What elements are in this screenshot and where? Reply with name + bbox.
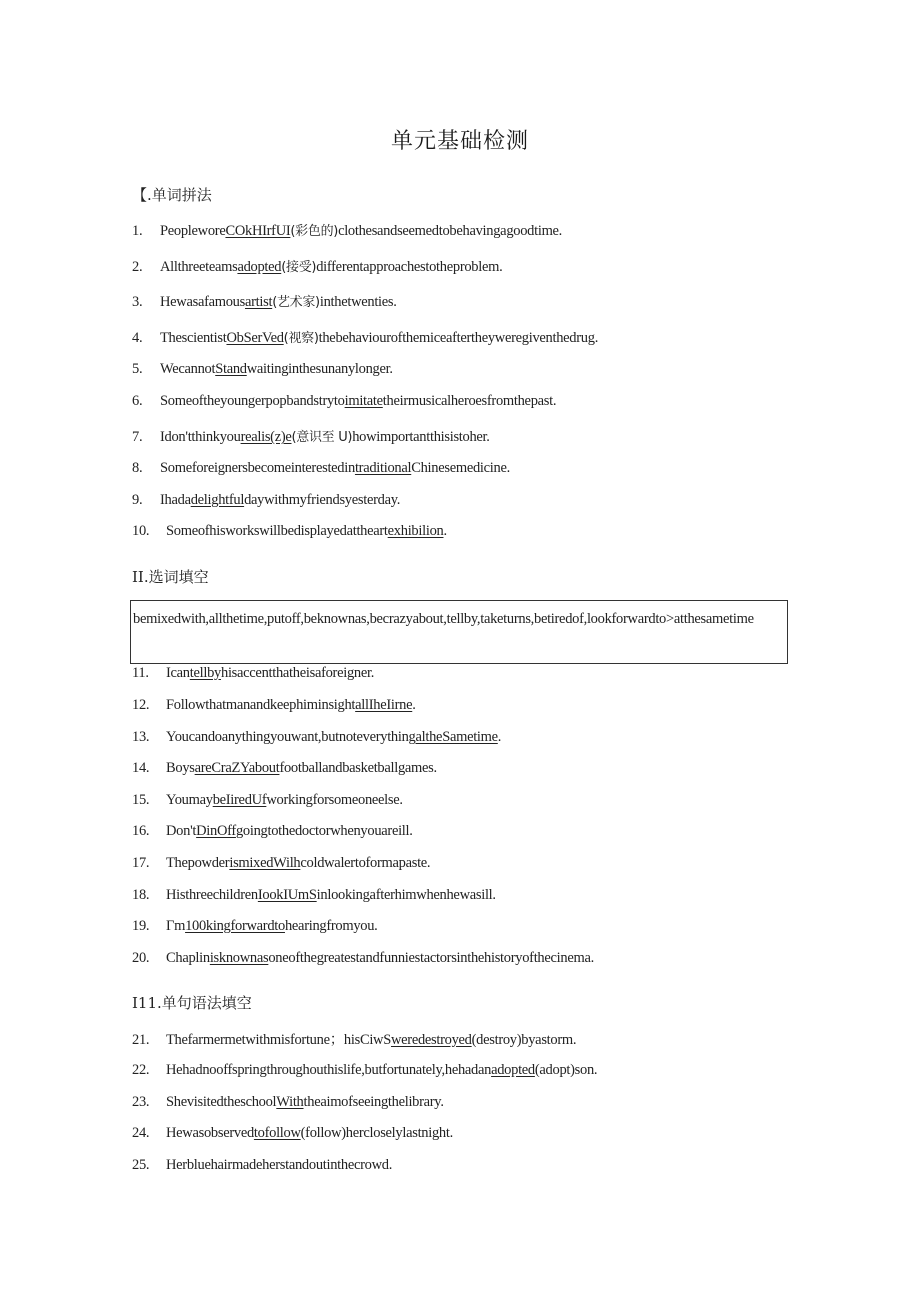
- question-number: 7.: [132, 429, 143, 445]
- chinese-hint: (意识至 U): [291, 430, 353, 445]
- question-number: 16.: [132, 823, 150, 839]
- answer-blank: realis(z)e: [240, 429, 292, 445]
- answer-blank: beIiredUf: [212, 792, 267, 808]
- question-row: [132, 460, 510, 477]
- page-title: 单元基础检测: [390, 129, 529, 154]
- answer-blank: 100kingforwardto: [185, 918, 285, 934]
- question-number: 24.: [132, 1125, 150, 1141]
- question-text-after: oneofthegreatestandfunniestactorsinthehistoryofthecinema.: [268, 950, 594, 966]
- section-heading-word-choice: II.选词填空: [132, 568, 209, 586]
- question-text-before: Someforeignersbecomeinterestedin: [160, 460, 355, 476]
- question-text-after: hisaccentthatheisaforeigner.: [221, 665, 375, 681]
- question-text-after: footballandbasketballgames.: [279, 760, 437, 776]
- question-number: 6.: [132, 393, 143, 409]
- question-text-before: Youmay: [166, 792, 213, 808]
- question-text-before: Wecannot: [160, 361, 216, 377]
- question-row: [132, 327, 598, 347]
- question-row: [132, 1028, 576, 1049]
- question-number: 17.: [132, 855, 150, 871]
- question-text-before: Hewasafamous: [160, 294, 245, 310]
- question-row: [132, 823, 413, 840]
- question-text-after: waitinginthesunanylonger.: [246, 361, 393, 377]
- question-row: [132, 697, 416, 714]
- question-text-after: inthetwenties.: [319, 294, 397, 310]
- answer-blank: ObSerVed: [226, 330, 284, 346]
- question-number: 19.: [132, 918, 150, 934]
- question-row: [132, 665, 374, 682]
- question-number: 22.: [132, 1062, 150, 1078]
- question-number: 25.: [132, 1157, 150, 1173]
- section-heading-spelling: 【.单词拼法: [132, 186, 212, 204]
- chinese-hint: (视察): [283, 331, 319, 346]
- chinese-hint: (艺术家): [272, 295, 320, 310]
- question-number: 14.: [132, 760, 150, 776]
- question-row: [132, 1157, 392, 1174]
- question-text-after: howimportantthisistoher.: [352, 429, 490, 445]
- answer-blank: adopted: [491, 1062, 535, 1078]
- chinese-hint: (接受): [281, 260, 317, 275]
- question-text-before: Γm: [166, 918, 186, 934]
- question-text-after: theirmusicalheroesfromthepast.: [382, 393, 557, 409]
- question-number: 21.: [132, 1032, 150, 1048]
- answer-blank: adopted: [237, 259, 282, 275]
- question-row: [132, 426, 490, 446]
- question-text-after: workingforsomeoneelse.: [266, 792, 403, 808]
- question-text-before: Chaplin: [166, 950, 210, 966]
- answer-blank: areCraZYabout: [194, 760, 280, 776]
- answer-blank: tellby: [189, 665, 221, 681]
- question-text-before: Thefarmermetwithmisfortune；hisCiwS: [166, 1032, 391, 1048]
- answer-blank: With: [276, 1094, 304, 1110]
- question-text-after: differentapproachestotheproblem.: [316, 259, 503, 275]
- question-row: [132, 950, 594, 967]
- question-text-after: .: [412, 697, 416, 713]
- answer-blank: DinOff: [196, 823, 236, 839]
- question-row: [132, 887, 496, 904]
- question-text-before: Don't: [166, 823, 197, 839]
- question-text-before: Idon'tthinkyou: [160, 429, 241, 445]
- question-row: [132, 1094, 444, 1111]
- question-text-after: clothesandseemedtobehavingagoodtime.: [338, 223, 563, 239]
- question-number: 10.: [132, 523, 150, 539]
- question-text-before: Boys: [166, 760, 195, 776]
- question-number: 3.: [132, 294, 143, 310]
- question-text-before: Hewasobserved: [166, 1125, 254, 1141]
- question-text-after: theaimofseeingthelibrary.: [303, 1094, 444, 1110]
- answer-blank: Stand: [215, 361, 247, 377]
- question-row: [132, 1062, 597, 1079]
- question-number: 15.: [132, 792, 150, 808]
- question-number: 12.: [132, 697, 150, 713]
- question-text-after: (destroy)byastorm.: [471, 1032, 577, 1048]
- question-text-before: Followthatmanandkeephiminsight: [166, 697, 356, 713]
- chinese-hint: (彩色的): [290, 224, 339, 239]
- answer-blank: imitate: [344, 393, 383, 409]
- question-number: 18.: [132, 887, 150, 903]
- question-number: 9.: [132, 492, 143, 508]
- question-text-after: Chinesemedicine.: [411, 460, 510, 476]
- question-text-before: Ihada: [160, 492, 191, 508]
- question-row: [132, 729, 501, 746]
- question-row: [132, 1125, 453, 1142]
- question-row: [132, 393, 556, 410]
- answer-blank: isknownas: [209, 950, 269, 966]
- question-text-before: Thescientist: [160, 330, 227, 346]
- answer-blank: IookIUmS: [257, 887, 317, 903]
- question-text-after: inlookingafterhimwhenhewasill.: [316, 887, 496, 903]
- answer-blank: tofollow: [253, 1125, 301, 1141]
- question-text-after: hearingfromyou.: [284, 918, 378, 934]
- question-text-before: Youcandoanythingyouwant,butnoteverything: [166, 729, 416, 745]
- question-number: 8.: [132, 460, 143, 476]
- question-row: [132, 220, 562, 240]
- question-row: [132, 855, 430, 872]
- question-row: [132, 256, 502, 276]
- answer-blank: altheSametime: [415, 729, 498, 745]
- question-row: [132, 523, 447, 540]
- answer-blank: weredestroyed: [390, 1032, 472, 1048]
- question-number: 5.: [132, 361, 143, 377]
- question-text-after: daywithmyfriendsyesterday.: [244, 492, 401, 508]
- question-text-before: Someoftheyoungerpopbandstryto: [160, 393, 345, 409]
- question-number: 13.: [132, 729, 150, 745]
- question-text-before: Histhreechildren: [166, 887, 258, 903]
- question-text-after: .: [443, 523, 447, 539]
- question-number: 11.: [132, 665, 149, 681]
- question-text-before: Shevisitedtheschool: [166, 1094, 277, 1110]
- question-text-before: Ican: [166, 665, 190, 681]
- question-text-before: Herbluehairmadeherstandoutinthecrowd.: [166, 1157, 393, 1173]
- question-text-before: Someofhisworkswillbedisplayedattheart: [166, 523, 388, 539]
- question-text-after: .: [497, 729, 502, 745]
- word-bank-box: bemixedwith,allthetime,putoff,beknownas,becrazyabout,tellby,taketurns,betiredof,lookforwardto>atthesametime: [130, 600, 788, 664]
- question-text-before: Peoplewore: [160, 223, 226, 239]
- question-text-before: Allthreeteams: [160, 259, 238, 275]
- question-text-after: goingtothedoctorwhenyouareill.: [235, 823, 413, 839]
- answer-blank: artist: [244, 294, 273, 310]
- answer-blank: delightful: [190, 492, 245, 508]
- question-row: [132, 760, 437, 777]
- question-text-after: (follow)hercloselylastnight.: [300, 1125, 453, 1141]
- question-text-after: thebehaviourofthemiceaftertheyweregiventhedrug.: [318, 330, 599, 346]
- question-row: [132, 792, 403, 809]
- question-row: [132, 918, 378, 935]
- question-text-after: (adopt)son.: [534, 1062, 598, 1078]
- question-text-before: Thepowder: [166, 855, 230, 871]
- question-number: 4.: [132, 330, 143, 346]
- answer-blank: ismixedWilh: [229, 855, 301, 871]
- question-number: 20.: [132, 950, 150, 966]
- question-row: [132, 492, 400, 509]
- question-number: 2.: [132, 259, 143, 275]
- question-number: 23.: [132, 1094, 150, 1110]
- section-heading-grammar: I11.单句语法填空: [132, 994, 252, 1012]
- answer-blank: COkHIrfUI: [225, 223, 291, 239]
- answer-blank: allIheIirne: [355, 697, 413, 713]
- question-row: [132, 361, 393, 378]
- question-text-after: coldwalertoformapaste.: [300, 855, 431, 871]
- answer-blank: traditional: [354, 460, 412, 476]
- question-text-before: Hehadnooffspringthroughouthislife,butfortunately,hehadan: [166, 1062, 492, 1078]
- question-number: 1.: [132, 223, 143, 239]
- question-row: [132, 291, 397, 311]
- answer-blank: exhibilion: [387, 523, 444, 539]
